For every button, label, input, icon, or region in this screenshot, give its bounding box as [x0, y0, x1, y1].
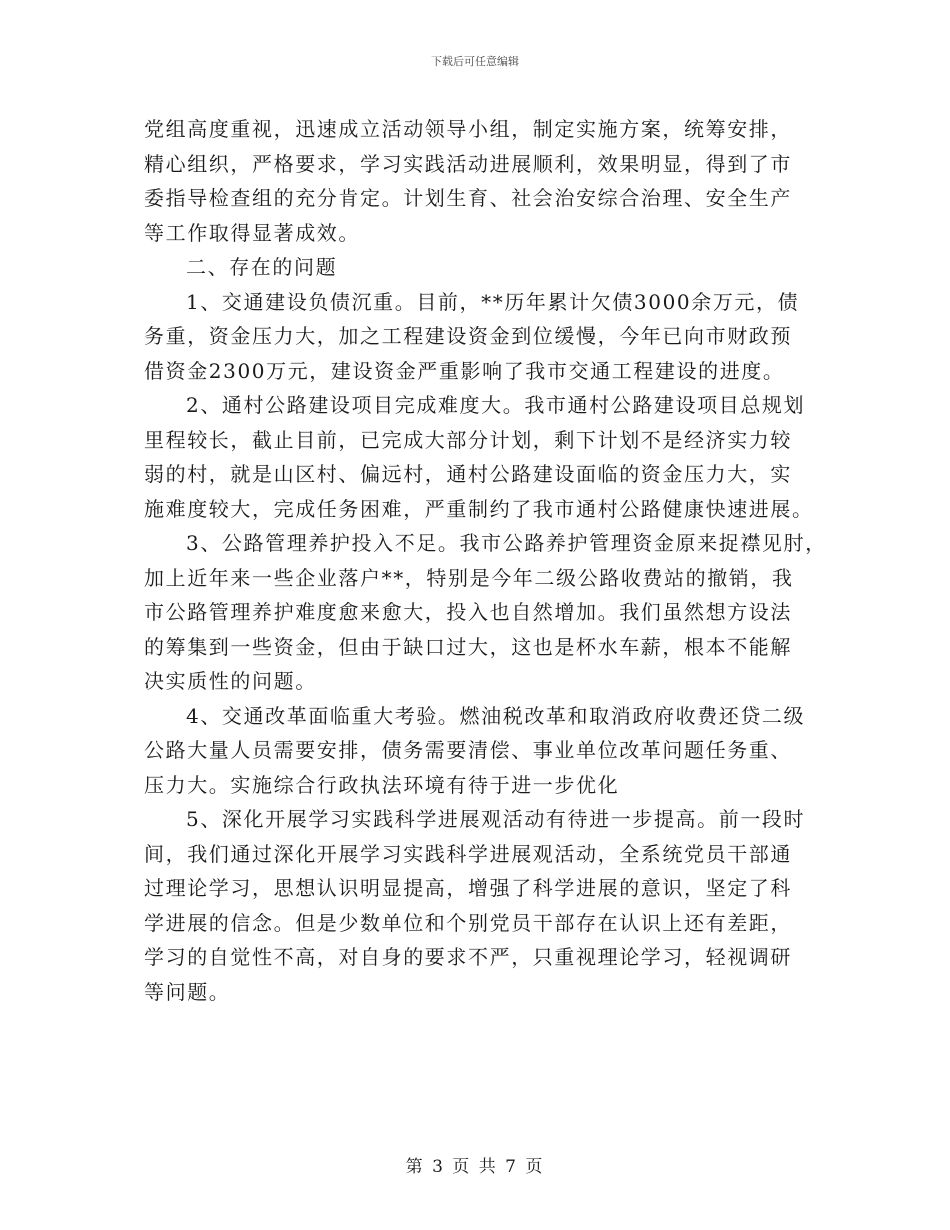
paragraph-continued — [144, 112, 814, 250]
page-number: 第 3 页 共 7 页 — [405, 1157, 545, 1177]
text-line: 等问题。 — [144, 979, 231, 1004]
text-line: 压力大。实施综合行政执法环境有待于进一步优化 — [144, 772, 620, 797]
text-line: 1、交通建设负债沉重。目前，**历年累计欠债3000余万元，债 — [186, 289, 800, 314]
text-line: 学习的自觉性不高，对自身的要求不严，只重视理论学习，轻视调研 — [144, 945, 792, 969]
text-line: 市公路管理养护难度愈来愈大，投入也自然增加。我们虽然想方设法 — [144, 600, 792, 624]
text-line: 的筹集到一些资金，但由于缺口过大，这也是杯水车薪，根本不能解 — [144, 634, 792, 659]
text-line: 里程较长，截止目前，已完成大部分计划，剩下计划不是经济实力较 — [144, 427, 792, 452]
text-line: 决实质性的问题。 — [144, 669, 317, 693]
text-line: 加上近年来一些企业落户**，特别是今年二级公路收费站的撤销，我 — [144, 565, 794, 590]
page-header: 下载后可任意编辑 — [431, 55, 519, 68]
text-line: 弱的村，就是山区村、偏远村，通村公路建设面临的资金压力大，实 — [144, 462, 792, 486]
paragraph-item-1 — [144, 285, 814, 389]
paragraph-item-5 — [144, 802, 814, 1009]
text-line: 等工作取得显著成效。 — [144, 220, 360, 245]
text-line: 精心组织，严格要求，学习实践活动进展顺利，效果明显，得到了市 — [144, 151, 792, 176]
section-heading — [144, 250, 814, 285]
text-line: 党组高度重视，迅速成立活动领导小组，制定实施方案，统筹安排， — [144, 117, 792, 141]
text-line: 学进展的信念。但是少数单位和个别党员干部存在认识上还有差距， — [144, 910, 792, 935]
text-line: 委指导检查组的充分肯定。计划生育、社会治安综合治理、安全生产 — [144, 186, 792, 210]
paragraph-item-4 — [144, 699, 814, 803]
text-line: 公路大量人员需要安排，债务需要清偿、事业单位改革问题任务重、 — [144, 738, 792, 762]
text-line: 施难度较大，完成任务困难，严重制约了我市通村公路健康快速进展。 — [144, 496, 814, 521]
text-line: 借资金2300万元，建设资金严重影响了我市交通工程建设的进度。 — [144, 358, 785, 383]
text-line: 过理论学习，思想认识明显提高，增强了科学进展的意识，坚定了科 — [144, 876, 792, 900]
text-line: 3、公路管理养护投入不足。我市公路养护管理资金原来捉襟见肘， — [186, 531, 827, 555]
paragraph-item-2 — [144, 388, 814, 526]
text-line: 5、深化开展学习实践科学进展观活动有待进一步提高。前一段时 — [186, 807, 806, 831]
paragraph-item-3 — [144, 526, 827, 699]
text-line: 务重，资金压力大，加之工程建设资金到位缓慢，今年已向市财政预 — [144, 324, 792, 348]
text-line: 4、交通改革面临重大考验。燃油税改革和取消政府收费还贷二级 — [186, 703, 806, 728]
section-heading-text: 二、存在的问题 — [186, 255, 338, 279]
document-body — [144, 112, 827, 1009]
text-line: 2、通村公路建设项目完成难度大。我市通村公路建设项目总规划 — [186, 393, 806, 417]
text-line: 间，我们通过深化开展学习实践科学进展观活动，全系统党员干部通 — [144, 841, 792, 866]
